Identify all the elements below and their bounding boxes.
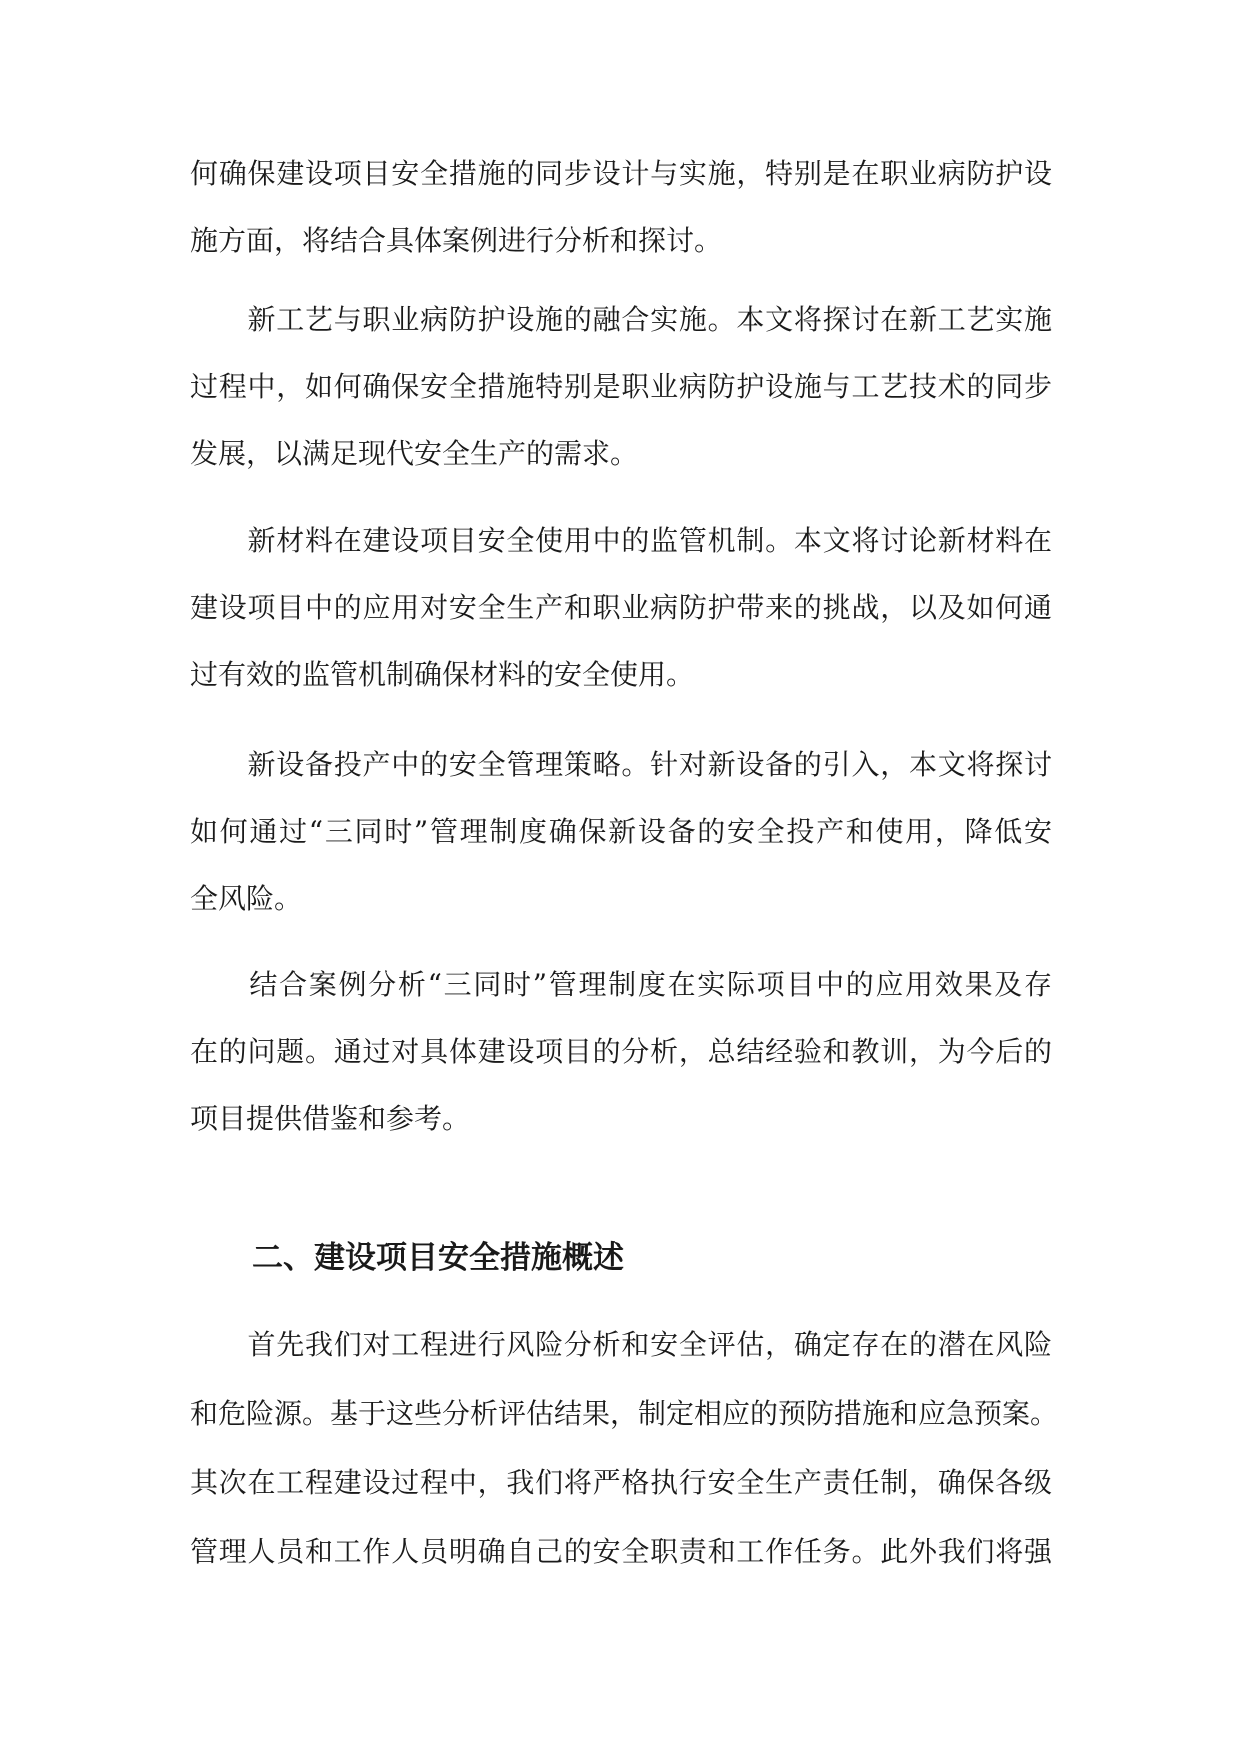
paragraph-line: 何确保建设项目安全措施的同步设计与实施，特别是在职业病防护设 bbox=[190, 157, 1052, 190]
paragraph-line: 如何通过“三同时”管理制度确保新设备的安全投产和使用，降低安 bbox=[190, 815, 1052, 848]
paragraph-3 bbox=[190, 507, 1052, 708]
paragraph-line: 首先我们对工程进行风险分析和安全评估，确定存在的潜在风险 bbox=[190, 1328, 1052, 1361]
paragraph-line: 在的问题。通过对具体建设项目的分析，总结经验和教训，为今后的 bbox=[190, 1035, 1052, 1068]
paragraph-line: 项目提供借鉴和参考。 bbox=[190, 1102, 471, 1135]
paragraph-2 bbox=[190, 286, 1052, 487]
paragraph-line: 过有效的监管机制确保材料的安全使用。 bbox=[190, 658, 695, 691]
paragraph-line: 全风险。 bbox=[190, 882, 303, 915]
paragraph-line: 其次在工程建设过程中，我们将严格执行安全生产责任制，确保各级 bbox=[190, 1466, 1052, 1499]
section-heading: 二、建设项目安全措施概述 bbox=[252, 1240, 624, 1276]
paragraph-line: 过程中，如何确保安全措施特别是职业病防护设施与工艺技术的同步 bbox=[190, 370, 1052, 403]
paragraph-line: 和危险源。基于这些分析评估结果，制定相应的预防措施和应急预案。 bbox=[190, 1397, 1059, 1430]
paragraph-line: 新工艺与职业病防护设施的融合实施。本文将探讨在新工艺实施 bbox=[190, 303, 1052, 336]
paragraph-1 bbox=[190, 140, 1052, 274]
paragraph-line: 建设项目中的应用对安全生产和职业病防护带来的挑战，以及如何通 bbox=[190, 591, 1052, 624]
paragraph-line: 管理人员和工作人员明确自己的安全职责和工作任务。此外我们将强 bbox=[190, 1535, 1052, 1568]
paragraph-line: 结合案例分析“三同时”管理制度在实际项目中的应用效果及存 bbox=[190, 968, 1052, 1001]
paragraph-line: 施方面，将结合具体案例进行分析和探讨。 bbox=[190, 224, 723, 257]
paragraph-line: 发展，以满足现代安全生产的需求。 bbox=[190, 437, 639, 470]
section-paragraph bbox=[190, 1310, 1059, 1586]
paragraph-4 bbox=[190, 731, 1052, 932]
paragraph-line: 新材料在建设项目安全使用中的监管机制。本文将讨论新材料在 bbox=[190, 524, 1052, 557]
paragraph-5 bbox=[190, 951, 1052, 1152]
paragraph-line: 新设备投产中的安全管理策略。针对新设备的引入，本文将探讨 bbox=[190, 748, 1052, 781]
